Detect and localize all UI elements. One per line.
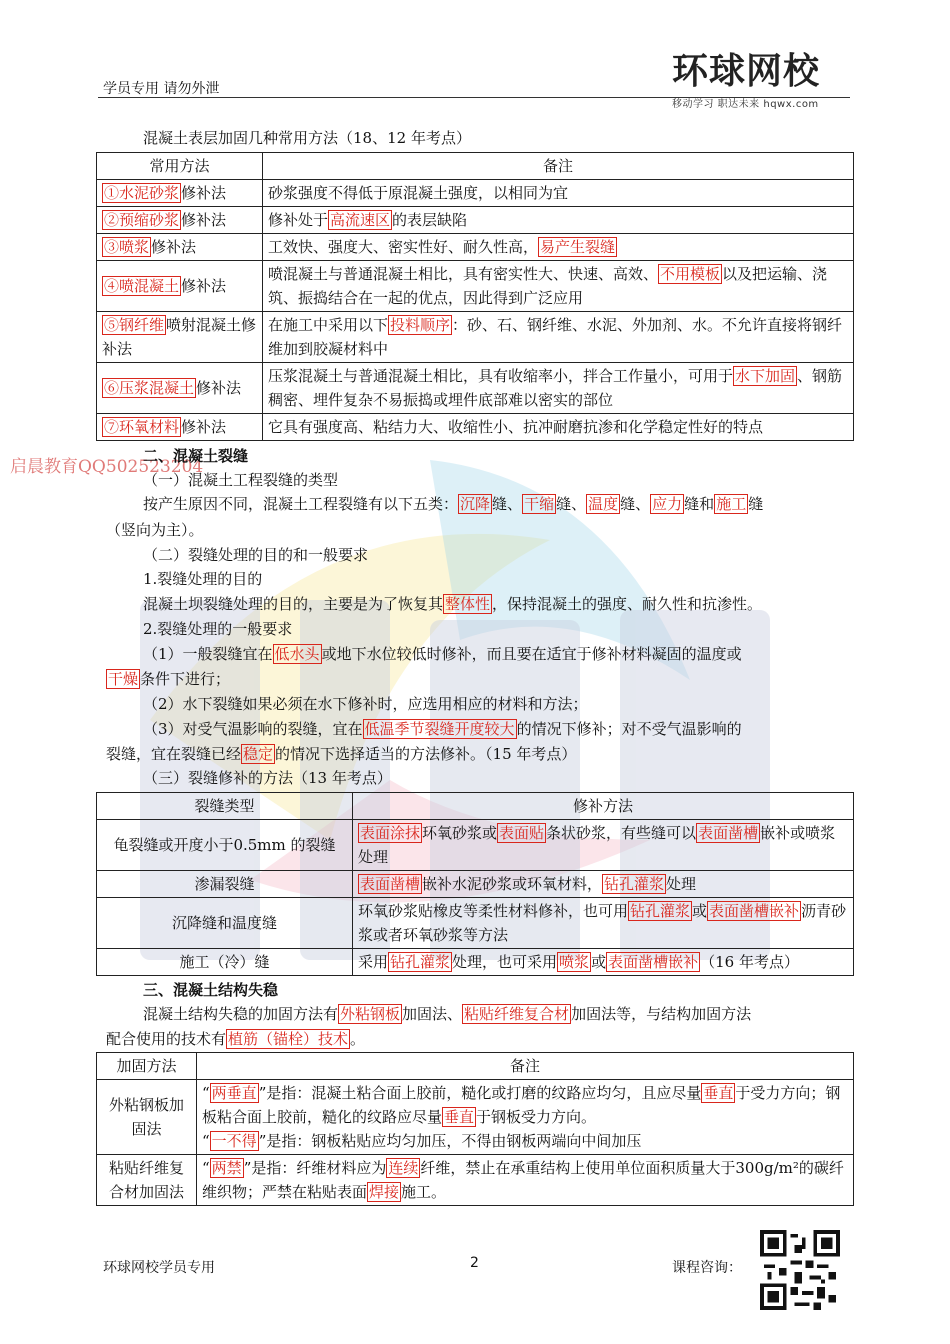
text-run: ”是指：钢板粘贴应均匀加压，不得由钢板两端向中间加压	[258, 1132, 642, 1150]
highlight-term: 表面凿槽	[698, 824, 759, 842]
method-cell	[97, 180, 263, 207]
method-cell	[97, 207, 263, 234]
text-run: 缝	[492, 495, 508, 513]
text-run: 条状砂浆，有些缝可以	[546, 824, 697, 842]
table-row	[97, 1080, 854, 1155]
highlight-term: 垂直	[444, 1108, 475, 1126]
crack-type-term: 干缩	[524, 495, 555, 513]
table-row	[97, 1155, 854, 1206]
highlight-term: ⑦环氧材料	[104, 418, 180, 436]
text-run: 砂浆强度不得低于原混凝土强度，以相同为宜	[268, 184, 569, 202]
table-row	[97, 207, 854, 234]
reinforcement-methods-table	[96, 152, 854, 441]
highlight-term: 低温季节裂缝开度较大	[364, 720, 515, 738]
text-run: 于钢板受力方向。	[476, 1108, 597, 1126]
text-run: 裂缝，宜在裂缝已经	[106, 745, 242, 763]
method-cell: 粘贴纤维复合材加固法	[97, 1155, 197, 1206]
brand-logo	[672, 52, 852, 112]
table-row	[97, 820, 854, 871]
purpose-title: 1.裂缝处理的目的	[143, 570, 263, 588]
highlight-term: 连续	[388, 1159, 419, 1177]
notes-cell	[263, 207, 854, 234]
text-run: 在施工中采用以下	[268, 316, 389, 334]
text-run: 条件下进行；	[140, 670, 231, 688]
highlight-term: 垂直	[703, 1084, 734, 1102]
crack-type-term: 沉降	[460, 495, 491, 513]
col-method: 常用方法	[97, 153, 263, 180]
text-run: ”是指：纤维材料应为	[243, 1159, 387, 1177]
purpose-paragraph	[143, 592, 762, 616]
method-cell	[97, 414, 263, 441]
method-cell	[97, 312, 263, 363]
highlight-term: 整体性	[445, 595, 491, 613]
highlight-term: 高流速区	[330, 211, 391, 229]
text-run: 以及把运输、浇筑、振捣结合在一起的优点，因此得到广泛应用	[268, 265, 828, 307]
notes-cell	[263, 180, 854, 207]
text-run: 它具有强度高、粘结力大、收缩性小、抗冲耐磨抗渗和化学稳定性好的特点	[268, 418, 764, 436]
text-run: 沥青砂浆或者环氧砂浆等方法	[358, 902, 847, 944]
highlight-term: 外粘钢板	[340, 1005, 401, 1023]
highlight-term: 低水头	[274, 645, 320, 663]
highlight-term: 不用模板	[660, 265, 721, 283]
qq-watermark: 启晨教育QQ502523204	[10, 457, 204, 477]
text-run: 的表层缺陷	[392, 211, 468, 229]
table-row	[97, 234, 854, 261]
crack-repair-table	[96, 792, 854, 976]
crack-type-cell: 龟裂缝或开度小于0.5mm 的裂缝	[97, 820, 353, 871]
crack-types-paragraph	[143, 492, 763, 516]
text-run: “	[202, 1132, 210, 1150]
col-notes: 备注	[263, 153, 854, 180]
text-run: 环氧砂浆或	[422, 824, 498, 842]
highlight-term: 焊接	[369, 1183, 400, 1201]
text-run: 修补处于	[268, 211, 329, 229]
text-run: 混凝土坝裂缝处理的目的，主要是为了恢复其	[143, 595, 444, 613]
method-cell	[97, 363, 263, 414]
table-header-row	[97, 1053, 854, 1080]
table-row	[97, 949, 854, 976]
repair-method-cell	[353, 871, 854, 898]
highlight-term: ④喷混凝土	[104, 277, 180, 295]
separator: 、	[507, 495, 523, 513]
text-run: 修补法	[151, 238, 197, 256]
footer-consult: 课程咨询：	[672, 1260, 742, 1276]
table-row	[97, 312, 854, 363]
text-run: 修补法	[181, 211, 227, 229]
notes-cell	[263, 414, 854, 441]
text-run: 加固法等，与结构加固方法	[571, 1005, 752, 1023]
notes-cell	[263, 234, 854, 261]
text-run: ，保持混凝土的强度、耐久性和抗渗性。	[492, 595, 763, 613]
text-run: 、钢筋稠密、埋件复杂不易振捣或埋件底部难以密实的部位	[268, 367, 843, 409]
crack-types-note: （竖向为主）。	[106, 521, 204, 539]
text-run: ：砂、石、钢纤维、水泥、外加剂、水。不允许直接将钢纤维加到胶凝材料中	[268, 316, 843, 358]
highlight-term: 钻孔灌浆	[390, 953, 451, 971]
page-number: 2	[470, 1255, 479, 1271]
text-run: 或	[692, 902, 708, 920]
text-run: （16 年考点）	[700, 953, 799, 971]
crack-type-term: 温度	[588, 495, 619, 513]
text-run: 缝	[748, 495, 764, 513]
highlight-term: 水下加固	[735, 367, 796, 385]
col-notes: 备注	[197, 1053, 854, 1080]
text-run: “	[202, 1084, 210, 1102]
repair-method-cell	[353, 820, 854, 871]
section2-sub3: （三）裂缝修补的方法（13 年考点）	[143, 769, 392, 787]
header-label: 学员专用 请勿外泄	[103, 81, 220, 97]
table-header-row	[97, 793, 854, 820]
text-run: （3）对受气温影响的裂缝，宜在	[143, 720, 363, 738]
requirement-1	[143, 642, 742, 666]
text-run: 缝和	[684, 495, 715, 513]
section3-paragraph	[143, 1002, 751, 1026]
requirement-3	[143, 717, 742, 741]
text-run: 修补法	[181, 277, 227, 295]
highlight-term: 喷浆	[559, 953, 590, 971]
notes-cell	[263, 312, 854, 363]
section2-title: 二、混凝土裂缝	[143, 447, 249, 465]
highlight-term: 植筋（锚栓）技术	[228, 1030, 349, 1048]
crack-type-cell: 渗漏裂缝	[97, 871, 353, 898]
highlight-term: 表面凿槽嵌补	[709, 902, 800, 920]
highlight-term: 表面涂抹	[360, 824, 421, 842]
highlight-term: 易产生裂缝	[540, 238, 616, 256]
text-run: 采用	[358, 953, 389, 971]
highlight-term: ②预缩砂浆	[104, 211, 180, 229]
text-run: 修补法	[181, 184, 227, 202]
requirement-1-cont	[106, 667, 230, 691]
notes-cell	[263, 261, 854, 312]
col-repair-method: 修补方法	[353, 793, 854, 820]
structural-reinforcement-table	[96, 1052, 854, 1206]
section3-paragraph-cont	[106, 1027, 365, 1051]
highlight-term: 表面凿槽	[360, 875, 421, 893]
notes-cell	[197, 1155, 854, 1206]
text-run: 工效快、强度大、密实性好、耐久性高，	[268, 238, 539, 256]
highlight-term: 表面贴	[499, 824, 545, 842]
highlight-term: 干燥	[108, 670, 139, 688]
requirement-3-cont	[106, 742, 576, 766]
highlight-term: ⑤钢纤维	[104, 316, 165, 334]
separator: 、	[635, 495, 651, 513]
text-run: 纤维，禁止在承重结构上使用单位面积质量大于300g/m²的碳纤维织物；严禁在粘贴表面	[202, 1159, 844, 1201]
qr-code-icon	[760, 1230, 840, 1310]
logo-subtitle: 移动学习 职达未来 hqwx.com	[672, 99, 819, 110]
table-row	[97, 414, 854, 441]
table-row	[97, 898, 854, 949]
table1-caption: 混凝土表层加固几种常用方法（18、12 年考点）	[143, 129, 471, 147]
crack-type-term: 应力	[652, 495, 683, 513]
highlight-term: 粘贴纤维复合材	[464, 1005, 570, 1023]
requirement-2: （2）水下裂缝如果必须在水下修补时，应选用相应的材料和方法；	[143, 695, 588, 713]
text-run: 配合使用的技术有	[106, 1030, 227, 1048]
section2-sub2: （二）裂缝处理的目的和一般要求	[143, 546, 369, 564]
col-crack-type: 裂缝类型	[97, 793, 353, 820]
text-run: 于受力方向；钢板粘合面上胶前，糙化的纹路应尽量	[202, 1084, 841, 1126]
text-run: 的情况下选择适当的方法修补。（15 年考点）	[275, 745, 577, 763]
table-row	[97, 261, 854, 312]
highlight-term: 钻孔灌浆	[630, 902, 691, 920]
logo-title: 环球网校	[672, 51, 821, 92]
section3-title: 三、混凝土结构失稳	[143, 981, 279, 999]
text-run: 的情况下修补；对不受气温影响的	[516, 720, 742, 738]
text-run: 嵌补水泥砂浆或环氧材料，	[422, 875, 603, 893]
text-run: 缝	[556, 495, 572, 513]
section2-sub1: （一）混凝土工程裂缝的类型	[143, 471, 339, 489]
highlight-term: 投料顺序	[390, 316, 451, 334]
method-cell	[97, 234, 263, 261]
table-header-row	[97, 153, 854, 180]
text-run: 修补法	[196, 379, 242, 397]
method-cell	[97, 261, 263, 312]
text-run: 喷射混凝土修补法	[102, 316, 257, 358]
highlight-term: 一不得	[211, 1132, 257, 1150]
crack-type-cell: 施工（冷）缝	[97, 949, 353, 976]
text-run: 处理，也可采用	[452, 953, 558, 971]
text-run: 加固法、	[402, 1005, 463, 1023]
text-run: 施工。	[401, 1183, 447, 1201]
text-run: “	[202, 1159, 210, 1177]
highlight-term: ⑥压浆混凝土	[104, 379, 195, 397]
table-row	[97, 871, 854, 898]
table-row	[97, 180, 854, 207]
text-run: 喷混凝土与普通混凝土相比，具有密实性大、快速、高效、	[268, 265, 659, 283]
text-run: （1）一般裂缝宜在	[143, 645, 273, 663]
text-run: ”是指：混凝土粘合面上胶前，糙化或打磨的纹路应均匀，且应尽量	[258, 1084, 702, 1102]
highlight-term: 表面凿槽嵌补	[608, 953, 699, 971]
crack-type-cell: 沉降缝和温度缝	[97, 898, 353, 949]
text-run: 嵌补或喷浆处理	[358, 824, 836, 866]
notes-cell	[263, 363, 854, 414]
footer-label: 环球网校学员专用	[103, 1260, 215, 1276]
col-method: 加固方法	[97, 1053, 197, 1080]
text-run: 处理	[666, 875, 697, 893]
text-run: 压浆混凝土与普通混凝土相比，具有收缩率小，拌合工作量小，可用于	[268, 367, 734, 385]
highlight-term: 两禁	[211, 1159, 242, 1177]
text-run: 。	[350, 1030, 366, 1048]
crack-types-intro: 按产生原因不同，混凝土工程裂缝有以下五类：	[143, 495, 459, 513]
requirements-title: 2.裂缝处理的一般要求	[143, 620, 293, 638]
text-run: 缝	[620, 495, 636, 513]
highlight-term: ③喷浆	[104, 238, 150, 256]
text-run: 或地下水位较低时修补，而且要在适宜于修补材料凝固的温度或	[321, 645, 742, 663]
text-run: 修补法	[181, 418, 227, 436]
highlight-term: ①水泥砂浆	[104, 184, 180, 202]
highlight-term: 稳定	[243, 745, 274, 763]
text-run: 或	[591, 953, 607, 971]
crack-type-term: 施工	[716, 495, 747, 513]
table-row	[97, 363, 854, 414]
highlight-term: 钻孔灌浆	[604, 875, 665, 893]
text-run: 混凝土结构失稳的加固方法有	[143, 1005, 339, 1023]
repair-method-cell	[353, 898, 854, 949]
highlight-term: 两垂直	[211, 1084, 257, 1102]
separator: 、	[571, 495, 587, 513]
repair-method-cell	[353, 949, 854, 976]
method-cell: 外粘钢板加固法	[97, 1080, 197, 1155]
text-run: 环氧砂浆贴橡皮等柔性材料修补，也可用	[358, 902, 629, 920]
notes-cell	[197, 1080, 854, 1155]
